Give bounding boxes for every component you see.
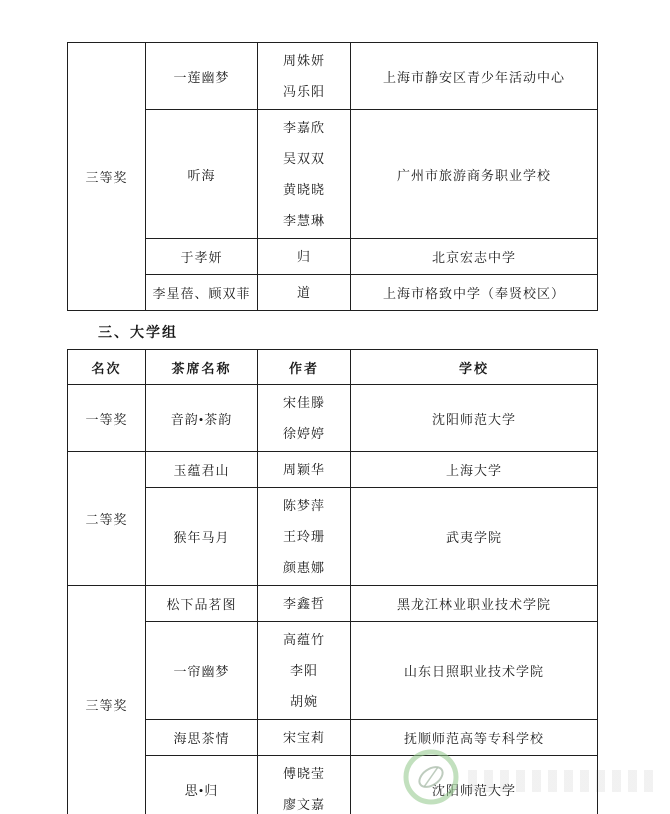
column-header: 茶席名称 xyxy=(146,350,258,385)
university-awards-table xyxy=(67,349,598,814)
author-name: 胡婉 xyxy=(289,694,318,709)
author-name: 李嘉欣 xyxy=(282,120,325,135)
table-row xyxy=(68,385,598,452)
tea-table-name-cell: 听海 xyxy=(146,110,258,239)
school-cell: 广州市旅游商务职业学校 xyxy=(351,110,598,239)
authors-cell xyxy=(258,275,351,311)
section-heading: 三、大学组 xyxy=(98,326,178,341)
author-name: 冯乐阳 xyxy=(282,84,325,99)
table-row xyxy=(68,622,598,720)
table-row xyxy=(68,452,598,488)
authors-cell xyxy=(258,110,351,239)
table-row xyxy=(68,110,598,239)
tea-table-name-cell: 玉蕴君山 xyxy=(146,452,258,488)
authors-cell xyxy=(258,622,351,720)
author-name: 王玲珊 xyxy=(282,529,325,544)
school-cell: 上海大学 xyxy=(351,452,598,488)
tea-table-name-cell: 一莲幽梦 xyxy=(146,43,258,110)
table-row xyxy=(68,275,598,311)
table-row xyxy=(68,756,598,814)
authors-cell xyxy=(258,385,351,452)
authors-cell xyxy=(258,488,351,586)
author-name: 徐婷婷 xyxy=(282,426,325,441)
author-name: 道 xyxy=(296,285,311,300)
school-cell: 上海市静安区青少年活动中心 xyxy=(351,43,598,110)
tea-table-name-cell: 思•归 xyxy=(146,756,258,814)
column-header: 学校 xyxy=(351,350,598,385)
school-cell: 北京宏志中学 xyxy=(351,239,598,275)
rank-cell: 一等奖 xyxy=(68,385,146,452)
author-name: 黄晓晓 xyxy=(282,182,325,197)
author-name: 宋佳滕 xyxy=(282,395,325,410)
authors-cell xyxy=(258,586,351,622)
school-cell: 山东日照职业技术学院 xyxy=(351,622,598,720)
tea-table-name-cell: 海思茶情 xyxy=(146,720,258,756)
school-cell: 沈阳师范大学 xyxy=(351,756,598,814)
author-name: 李鑫哲 xyxy=(282,596,325,611)
author-name: 李慧琳 xyxy=(282,213,325,228)
author-name: 吴双双 xyxy=(282,151,325,166)
school-cell: 沈阳师范大学 xyxy=(351,385,598,452)
authors-cell xyxy=(258,452,351,488)
tea-table-name-cell: 音韵•茶韵 xyxy=(146,385,258,452)
table-row xyxy=(68,586,598,622)
school-cell: 黑龙江林业职业技术学院 xyxy=(351,586,598,622)
author-name: 傅晓莹 xyxy=(282,766,325,781)
school-cell: 武夷学院 xyxy=(351,488,598,586)
author-name: 宋宝莉 xyxy=(282,730,325,745)
author-name: 高蕴竹 xyxy=(282,632,325,647)
tea-table-name-cell: 于孝妍 xyxy=(146,239,258,275)
column-header: 名次 xyxy=(68,350,146,385)
author-name: 归 xyxy=(296,249,311,264)
tea-table-name-cell: 松下品茗图 xyxy=(146,586,258,622)
table-row xyxy=(68,43,598,110)
column-header: 作者 xyxy=(258,350,351,385)
author-name: 周姝妍 xyxy=(282,53,325,68)
rank-cell: 三等奖 xyxy=(68,43,146,311)
school-cell: 抚顺师范高等专科学校 xyxy=(351,720,598,756)
table-header-row xyxy=(68,350,598,385)
author-name: 陈梦萍 xyxy=(282,498,325,513)
author-name: 廖文嘉 xyxy=(282,797,325,812)
school-cell: 上海市格致中学（奉贤校区） xyxy=(351,275,598,311)
author-name: 周颖华 xyxy=(282,462,325,477)
authors-cell xyxy=(258,756,351,814)
rank-cell: 三等奖 xyxy=(68,586,146,814)
author-name: 李阳 xyxy=(289,663,318,678)
tea-table-name-cell: 猴年马月 xyxy=(146,488,258,586)
table-row xyxy=(68,488,598,586)
author-name: 颜惠娜 xyxy=(282,560,325,575)
tea-table-name-cell: 李星蓓、顾双菲 xyxy=(146,275,258,311)
authors-cell xyxy=(258,239,351,275)
rank-cell: 二等奖 xyxy=(68,452,146,586)
secondary-school-awards-table xyxy=(67,42,598,311)
table-row xyxy=(68,720,598,756)
table-row xyxy=(68,239,598,275)
tea-table-name-cell: 一帘幽梦 xyxy=(146,622,258,720)
authors-cell xyxy=(258,43,351,110)
authors-cell xyxy=(258,720,351,756)
